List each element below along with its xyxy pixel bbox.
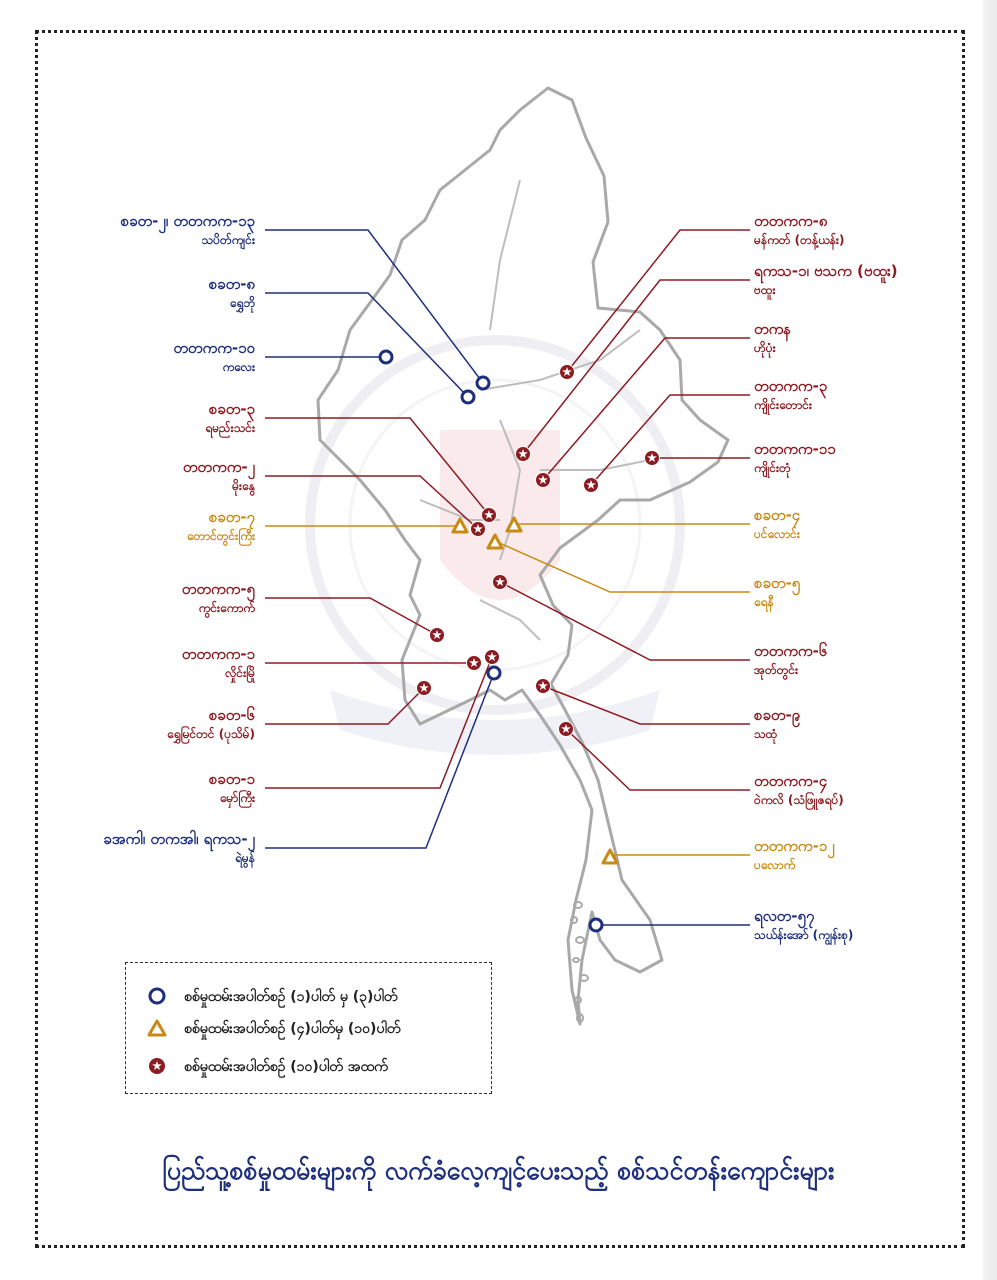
label-kalay: တတကက-၁၀ ကလေး <box>173 339 255 374</box>
label-mankat: တတကက-၈ မန်ကတ် (တန့်ယန်း) <box>754 212 845 247</box>
label-pinlaung: စခတ-၄ ပင်လောင်း <box>754 506 801 541</box>
label-sittaung: စခတ-၂၊ တတကက-၁၃ သပိတ်ကျင်း <box>120 212 255 247</box>
marker-star-hopong <box>536 473 551 488</box>
legend-star-text: စစ်မှုထမ်းအပါတ်စဥ် (၁၀)ပါတ် အထက် <box>184 1058 388 1075</box>
label-kwingauk: တတကက-၅ ကွင်းကောက် <box>181 580 255 615</box>
marker-star-thaton <box>536 679 551 694</box>
marker-star-kyaingtong <box>584 478 599 493</box>
legend-triangle-text: စစ်မှုထမ်းအပါတ်စဥ် (၄)ပါတ်မှ (၁၀)ပါတ် <box>184 1020 401 1037</box>
legend-circle-text: စစ်မှုထမ်းအပါတ်စဥ် (၁)ပါတ် မှ (၃)ပါတ် <box>184 988 398 1005</box>
marker-circle-sittaung <box>477 377 489 389</box>
marker-star-mogok <box>471 522 486 537</box>
legend-row-triangle <box>184 1017 400 1041</box>
marker-circle-kawthaung <box>590 919 602 931</box>
label-aukhtwin: တတကက-၆ အုတ်တွင်း <box>754 642 828 677</box>
label-ywama: စခတ-၃ ရမည်းသင်း <box>205 400 255 435</box>
label-yenyi: စခတ-၅ ရေနီ <box>754 574 801 609</box>
label-palauk: တတကက-၁၂ ပလောက် <box>754 837 835 872</box>
marker-circle-yangon <box>488 667 500 679</box>
marker-star-pathein <box>417 681 432 696</box>
label-hlegu: တတကက-၁ လှိုင်းမြို <box>181 645 255 680</box>
marker-star-aukhtwin <box>493 575 508 590</box>
label-pathein: စခတ-၆ ရွှေမြင်တင် (ပုသိမ်) <box>167 706 255 741</box>
legend-row-circle <box>184 985 397 1009</box>
marker-star-mawlamyine <box>559 722 574 737</box>
label-hpasaung: ရကသ-၁၊ ဗသက (ဗထူး) ဗထူး <box>754 262 898 297</box>
marker-star-mankat <box>560 365 575 380</box>
marker-circle-shwebo <box>462 391 474 403</box>
label-hmawbi: စခတ-၁ မှော်ကြီး <box>208 770 255 805</box>
marker-star-hpasaung <box>516 447 531 462</box>
label-mawlamyine: တတကက-၄ ဝဲကလိ (သံဖြူဇရပ်) <box>754 772 844 807</box>
label-hopong: တကန ဟိုပုံး <box>754 320 792 355</box>
label-kyaingtone: တတကက-၁၁ ကျိုင်းတုံ <box>754 440 836 475</box>
label-thaton: စခတ-၉ သထုံ <box>754 706 801 741</box>
marker-star-hmawbi <box>485 650 500 665</box>
marker-star-kyaingtone <box>645 451 660 466</box>
label-mogok: တတကက-၂ မိုးနွေ <box>182 458 255 493</box>
map-caption: ပြည်သူ့စစ်မှုထမ်းများကို လက်ခံလေ့ကျင့်ပေးသည့် စစ်သင်တန်းကျောင်းများ <box>162 1156 835 1185</box>
legend-row-star <box>184 1055 388 1079</box>
legend-box <box>125 962 492 1094</box>
marker-star-hlegu <box>467 656 482 671</box>
marker-star-kwingauk <box>430 628 445 643</box>
marker-star-ywama <box>482 508 497 523</box>
label-kyaingtong: တတကက-၃ ကျိုင်းတောင်း <box>754 377 828 412</box>
marker-circle-kalay <box>380 351 392 363</box>
label-shwebo: စခတ-၈ ရွှေဘို <box>208 275 255 310</box>
label-taungdwingyi: စခတ-၇ တောင်တွင်းကြီး <box>187 508 255 543</box>
label-yangon: ခအကါ၊ တကအါ၊ ရကသ-၂ ရဲမွန် <box>103 830 255 865</box>
label-kawthaung: ရလတ-၅၇ သယ်န်းအော် (ကျွန်းစု) <box>754 907 854 942</box>
